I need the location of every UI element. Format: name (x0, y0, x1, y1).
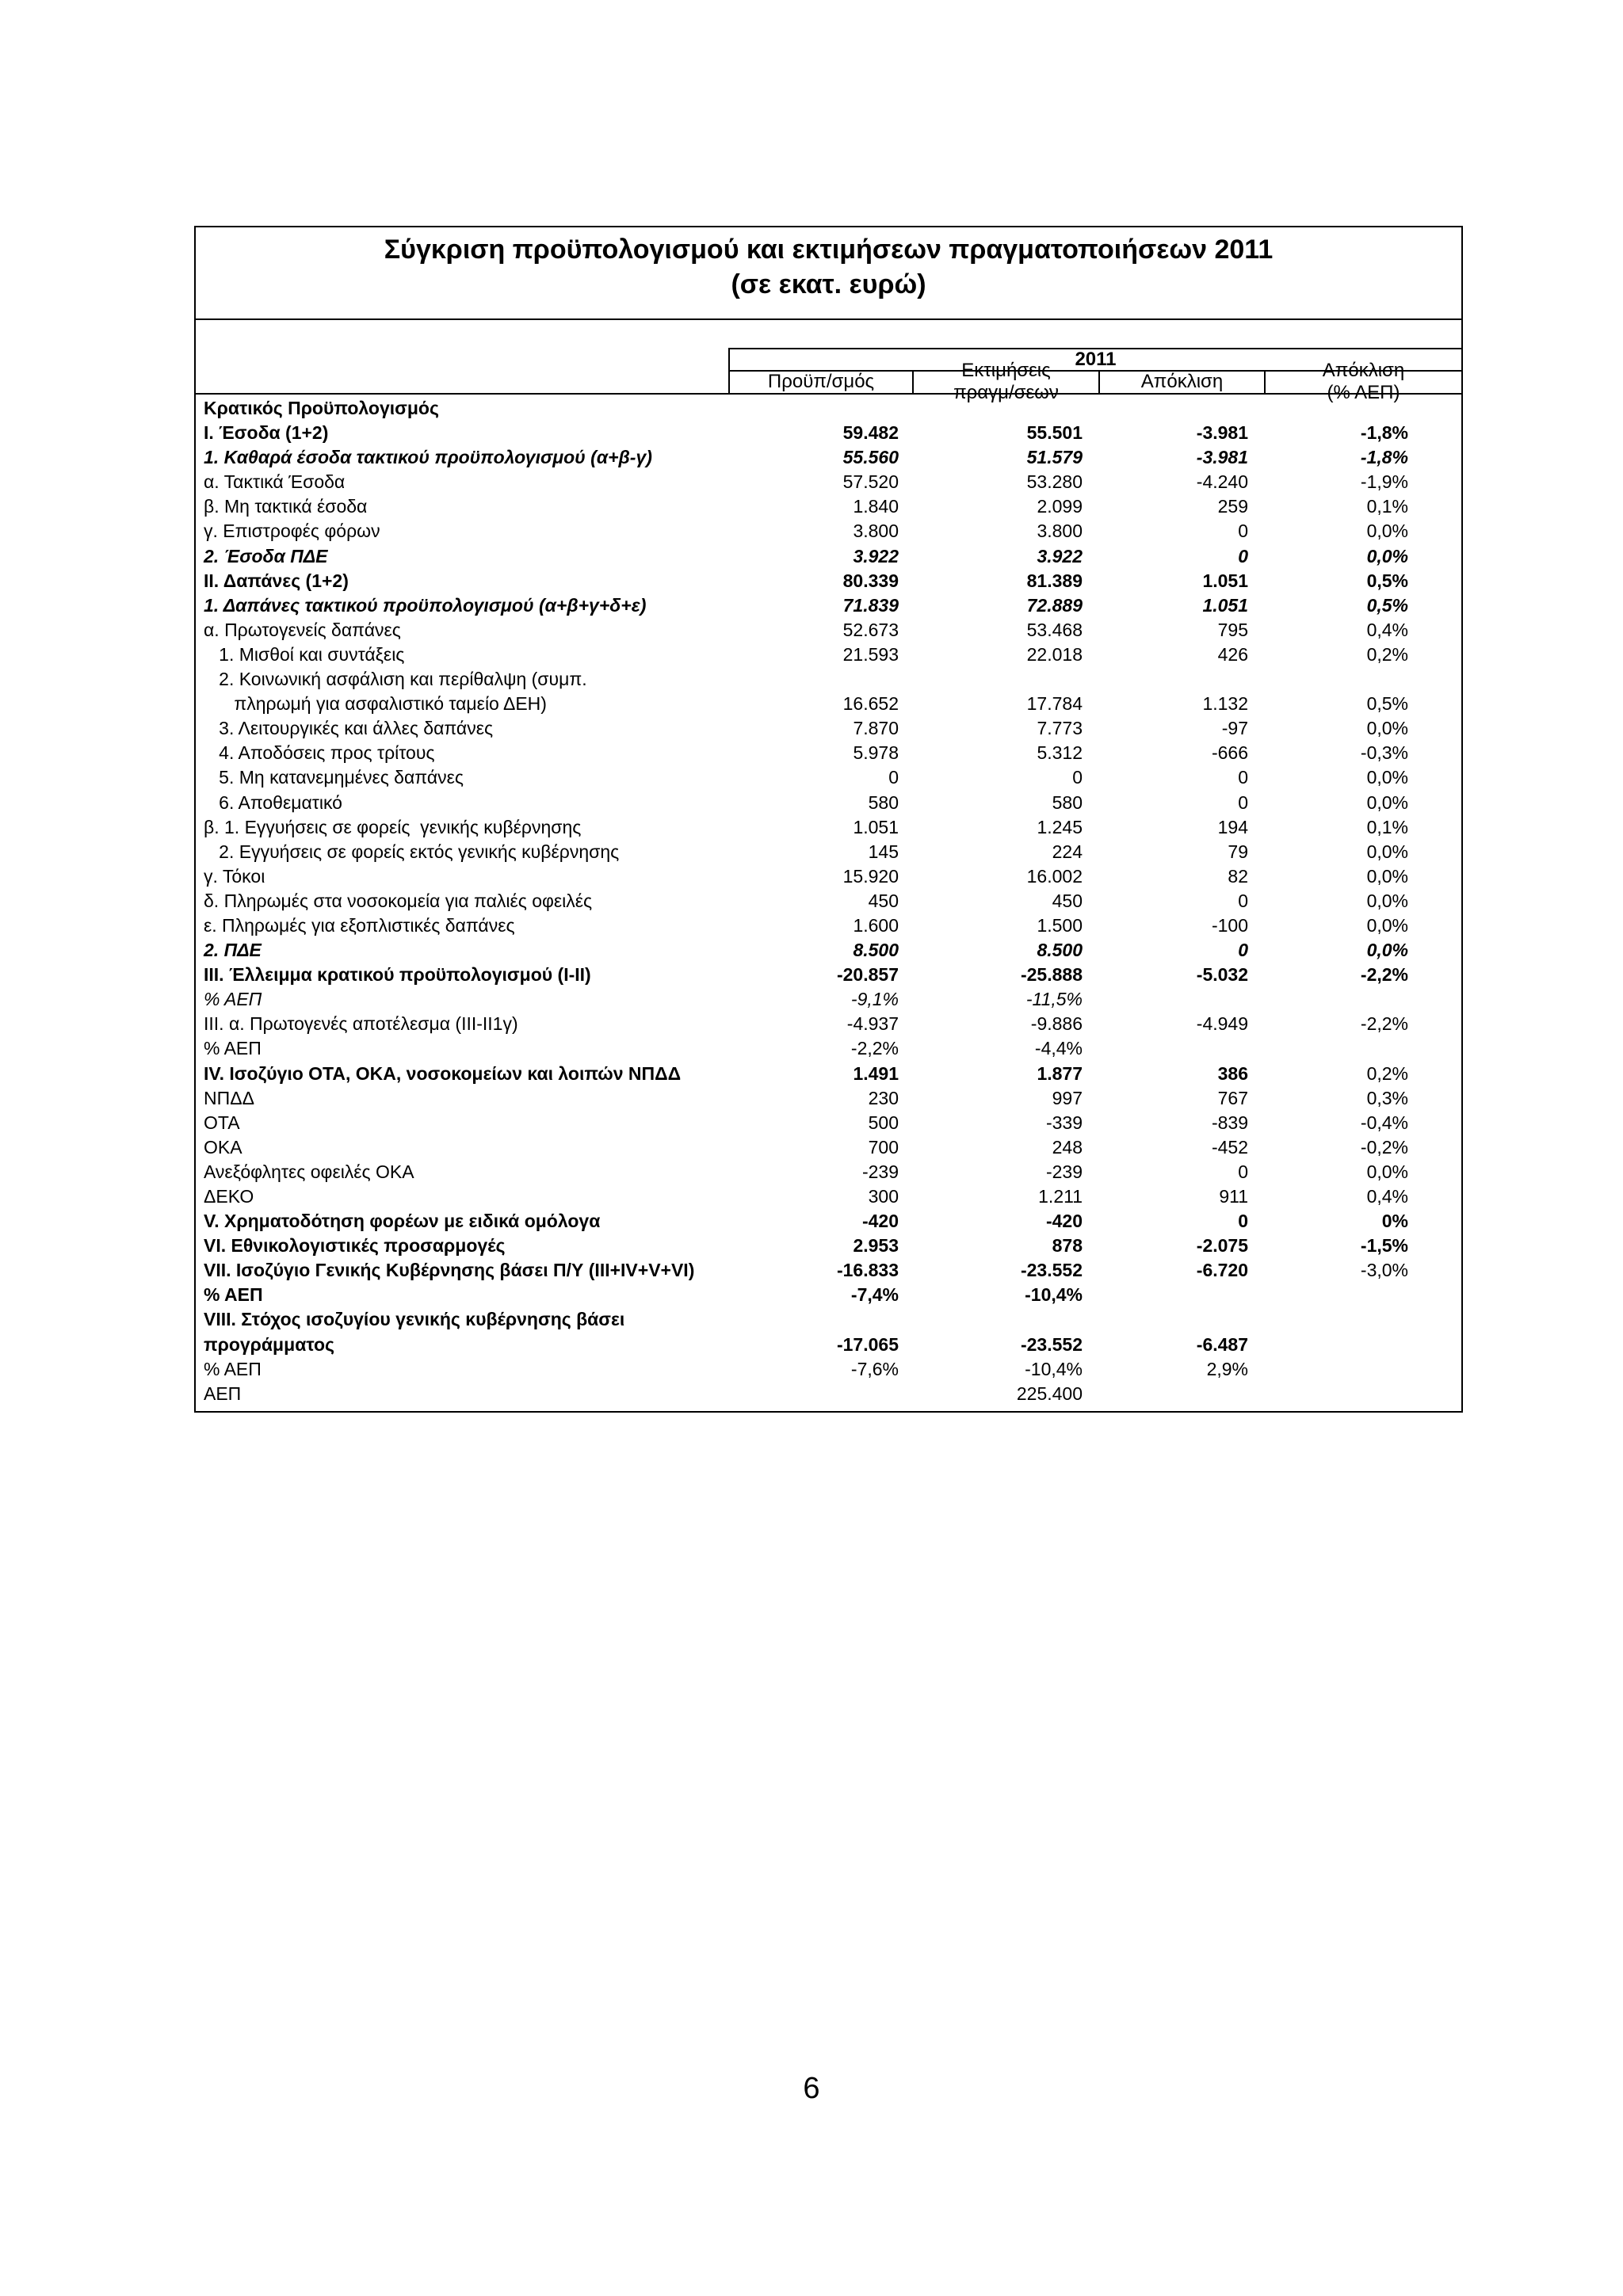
row-label: ΙΙΙ. Έλλειμμα κρατικού προϋπολογισμού (Ι-ΙΙ) (204, 964, 591, 986)
deviation-gdp-value: 0,0% (1366, 841, 1408, 862)
table-row (196, 1036, 1461, 1061)
deviation-gdp-value: 0,0% (1366, 545, 1408, 566)
table-title-box (196, 227, 1461, 320)
table-row (196, 593, 1461, 618)
deviation-value: -6.720 (1196, 1260, 1248, 1281)
budget-value: 580 (868, 791, 899, 813)
deviation-gdp-value: 0,1% (1366, 496, 1408, 517)
row-label: % ΑΕΠ (204, 1358, 262, 1379)
budget-value: -420 (861, 1211, 899, 1232)
deviation-value: -6.487 (1196, 1333, 1248, 1355)
table-row (196, 396, 1461, 421)
table-row (196, 987, 1461, 1012)
deviation-gdp-value: -0,4% (1360, 1112, 1408, 1133)
column-header-estimates-line1: Εκτιμήσεις (961, 359, 1051, 381)
row-label: 2. Κοινωνική ασφάλιση και περίθαλψη (συμπ. (204, 669, 587, 690)
deviation-gdp-value: -2,2% (1360, 1013, 1408, 1035)
row-label: 6. Αποθεματικό (204, 791, 342, 813)
row-label: 2. Εγγυήσεις σε φορείς εκτός γενικής κυβέρνησης (204, 841, 620, 862)
deviation-gdp-value: 0,1% (1366, 816, 1408, 837)
budget-value: 450 (868, 890, 899, 911)
estimate-value: -23.552 (1020, 1260, 1083, 1281)
deviation-value: 1.051 (1202, 594, 1248, 616)
deviation-gdp-value: 0,5% (1366, 693, 1408, 715)
deviation-value: -4.949 (1196, 1013, 1248, 1035)
deviation-value: -839 (1211, 1112, 1248, 1133)
column-header-deviation-gdp (1266, 359, 1461, 403)
row-label: % ΑΕΠ (204, 1284, 263, 1306)
column-header-estimates-line2: πραγμ/σεων (953, 381, 1059, 403)
table-row (196, 519, 1461, 543)
estimate-value: 1.211 (1038, 1186, 1083, 1207)
budget-value: 5.978 (853, 742, 899, 764)
deviation-gdp-value: 0,0% (1366, 791, 1408, 813)
row-label: ΟΚΑ (204, 1136, 242, 1158)
table-row (196, 791, 1461, 815)
deviation-gdp-value: -1,5% (1360, 1235, 1408, 1257)
estimate-value: -4,4% (1034, 1038, 1083, 1059)
table-row (196, 421, 1461, 445)
deviation-gdp-value: 0,0% (1366, 890, 1408, 911)
estimate-value: -420 (1045, 1211, 1083, 1232)
deviation-gdp-value: 0,3% (1366, 1087, 1408, 1108)
row-label: ΙΙ. Δαπάνες (1+2) (204, 570, 349, 591)
estimate-value: 3.800 (1037, 521, 1083, 542)
deviation-gdp-value: 0,0% (1366, 914, 1408, 936)
table-row (196, 569, 1461, 593)
deviation-gdp-value: 0% (1381, 1211, 1408, 1232)
deviation-value: 0 (1238, 1211, 1248, 1232)
row-label: γ. Επιστροφές φόρων (204, 521, 380, 542)
estimate-value: -239 (1045, 1161, 1083, 1182)
estimate-value: 55.501 (1026, 422, 1083, 444)
row-label: VII. Ισοζύγιο Γενικής Κυβέρνησης βάσει Π/Υ (III+IV+V+VI) (204, 1260, 695, 1281)
deviation-gdp-value: -1,9% (1360, 471, 1408, 493)
estimate-value: 8.500 (1037, 940, 1083, 961)
deviation-gdp-value: 0,0% (1366, 940, 1408, 961)
table-row (196, 963, 1461, 987)
estimate-value: 51.579 (1026, 447, 1083, 468)
deviation-gdp-value: -0,3% (1360, 742, 1408, 764)
row-label: Κρατικός Προϋπολογισμός (204, 398, 439, 418)
table-row (196, 1012, 1461, 1036)
deviation-gdp-value: 0,0% (1366, 521, 1408, 542)
deviation-value: 79 (1228, 841, 1248, 862)
budget-value: 1.600 (853, 914, 899, 936)
row-label: β. 1. Εγγυήσεις σε φορείς γενικής κυβέρνησης (204, 816, 582, 837)
budget-value: 1.840 (853, 496, 899, 517)
budget-value: -9,1% (850, 989, 899, 1010)
table-title: Σύγκριση προϋπολογισμού και εκτιμήσεων πραγματοποιήσεων 2011 (384, 235, 1274, 265)
deviation-value: -2.075 (1196, 1235, 1248, 1257)
row-label: 1. Καθαρά έσοδα τακτικού προϋπολογισμού (α+β-γ) (204, 447, 652, 468)
budget-value: 1.491 (853, 1062, 899, 1084)
deviation-value: -3.981 (1196, 447, 1248, 468)
row-label: ΑΕΠ (204, 1383, 242, 1404)
deviation-value: 2,9% (1206, 1358, 1248, 1379)
row-label: Ανεξόφλητες οφειλές ΟΚΑ (204, 1161, 414, 1182)
year-header: 2011 (728, 348, 1461, 372)
table-row (196, 1184, 1461, 1209)
budget-value: -239 (861, 1161, 899, 1182)
budget-value: 15.920 (842, 865, 899, 887)
deviation-gdp-value: -1,8% (1360, 422, 1408, 444)
row-label: πληρωμή για ασφαλιστικό ταμείο ΔΕΗ) (204, 693, 547, 715)
deviation-value: -100 (1211, 914, 1248, 936)
page-number: 6 (803, 2072, 820, 2105)
estimate-value: 225.400 (1016, 1383, 1083, 1404)
row-label: 1. Μισθοί και συντάξεις (204, 643, 405, 665)
estimate-value: -10,4% (1025, 1284, 1083, 1306)
row-label: 2. Έσοδα ΠΔΕ (204, 545, 328, 566)
estimate-value: -10,4% (1025, 1358, 1083, 1379)
row-label: α. Πρωτογενείς δαπάνες (204, 619, 401, 640)
row-label: ΙV. Ισοζύγιο ΟΤΑ, ΟΚΑ, νοσοκομείων και λοιπών ΝΠΔΔ (204, 1062, 682, 1084)
row-label: ΝΠΔΔ (204, 1087, 254, 1108)
row-label: δ. Πληρωμές στα νοσοκομεία για παλιές οφειλές (204, 890, 593, 911)
estimate-value: -9.886 (1030, 1013, 1083, 1035)
table-row (196, 494, 1461, 519)
row-label: ΔΕΚΟ (204, 1186, 254, 1207)
row-label: ΟΤΑ (204, 1112, 240, 1133)
deviation-value: 0 (1238, 791, 1248, 813)
budget-value: 55.560 (842, 447, 899, 468)
table-row (196, 815, 1461, 840)
table-row (196, 1283, 1461, 1307)
table-header (196, 320, 1461, 403)
deviation-value: -3.981 (1196, 422, 1248, 444)
deviation-gdp-value: -3,0% (1360, 1260, 1408, 1281)
table-row (196, 1382, 1461, 1406)
estimate-value: 580 (1052, 791, 1083, 813)
estimate-value: 53.280 (1026, 471, 1083, 493)
deviation-gdp-value: -0,2% (1360, 1136, 1408, 1158)
budget-value: 52.673 (842, 619, 899, 640)
row-label: % ΑΕΠ (204, 989, 262, 1010)
column-header-estimates (914, 359, 1100, 403)
row-label: 4. Αποδόσεις προς τρίτους (204, 742, 435, 764)
estimate-value: 22.018 (1026, 643, 1083, 665)
estimate-value: 1.245 (1037, 816, 1083, 837)
estimate-value: -25.888 (1020, 964, 1083, 986)
estimate-value: -339 (1045, 1112, 1083, 1133)
column-header-deviation-gdp-line2: (% ΑΕΠ) (1327, 381, 1400, 403)
table-row (196, 864, 1461, 889)
table-row (196, 913, 1461, 938)
deviation-value: -452 (1211, 1136, 1248, 1158)
estimate-value: 248 (1052, 1136, 1083, 1158)
table-body (196, 396, 1461, 1406)
table-row (196, 643, 1461, 667)
budget-value: -17.065 (836, 1333, 899, 1355)
column-header-budget: Προϋπ/σμός (730, 370, 914, 393)
table-row (196, 470, 1461, 494)
budget-value: 1.051 (853, 816, 899, 837)
table-row (196, 889, 1461, 913)
row-label: Ι. Έσοδα (1+2) (204, 422, 329, 444)
table-row (196, 1086, 1461, 1111)
row-label: 1. Δαπάνες τακτικού προϋπολογισμού (α+β+γ+δ+ε) (204, 594, 647, 616)
deviation-gdp-value: 0,2% (1366, 1062, 1408, 1084)
table-row (196, 1357, 1461, 1382)
column-header-deviation-gdp-line1: Απόκλιση (1322, 359, 1405, 381)
row-label: VI. Εθνικολογιστικές προσαρμογές (204, 1235, 506, 1257)
budget-value: 16.652 (842, 693, 899, 715)
deviation-value: 194 (1217, 816, 1248, 837)
table-row (196, 840, 1461, 864)
budget-value: 2.953 (853, 1235, 899, 1257)
budget-value: 145 (868, 841, 899, 862)
budget-value: 3.800 (853, 521, 899, 542)
table-row (196, 1111, 1461, 1135)
estimate-value: 5.312 (1037, 742, 1083, 764)
row-label: % ΑΕΠ (204, 1038, 262, 1059)
budget-value: 71.839 (842, 594, 899, 616)
table-row (196, 692, 1461, 716)
estimate-value: 1.877 (1037, 1062, 1083, 1084)
deviation-value: 0 (1238, 521, 1248, 542)
estimate-value: 1.500 (1037, 914, 1083, 936)
row-label: ε. Πληρωμές για εξοπλιστικές δαπάνες (204, 914, 515, 936)
row-label: ΙΙΙ. α. Πρωτογενές αποτέλεσμα (ΙΙΙ-ΙΙ1γ) (204, 1013, 518, 1035)
deviation-value: 911 (1219, 1186, 1248, 1207)
budget-value: 80.339 (842, 570, 899, 591)
row-label: β. Μη τακτικά έσοδα (204, 496, 368, 517)
deviation-value: 259 (1217, 496, 1248, 517)
budget-value: -7,4% (850, 1284, 899, 1306)
deviation-value: -5.032 (1196, 964, 1248, 986)
deviation-gdp-value: 0,0% (1366, 1161, 1408, 1182)
table-row (196, 1062, 1461, 1086)
table-row (196, 741, 1461, 765)
table-row (196, 1234, 1461, 1258)
estimate-value: 7.773 (1037, 718, 1083, 739)
deviation-gdp-value: 0,5% (1366, 594, 1408, 616)
budget-value: 0 (888, 767, 899, 788)
estimate-value: 224 (1052, 841, 1083, 862)
estimate-value: 72.889 (1026, 594, 1083, 616)
table-row (196, 716, 1461, 741)
budget-value: 500 (868, 1112, 899, 1133)
budget-value: 59.482 (842, 422, 899, 444)
row-label: VIII. Στόχος ισοζυγίου γενικής κυβέρνησης βάσει (204, 1309, 625, 1330)
deviation-gdp-value: 0,4% (1366, 1186, 1408, 1207)
estimate-value: 450 (1052, 890, 1083, 911)
row-label: V. Χρηματοδότηση φορέων με ειδικά ομόλογα (204, 1211, 601, 1232)
row-label: γ. Τόκοι (204, 865, 265, 887)
estimate-value: 3.922 (1037, 545, 1083, 566)
table-row (196, 1258, 1461, 1283)
estimate-value: 997 (1052, 1087, 1083, 1108)
estimate-value: 53.468 (1026, 619, 1083, 640)
budget-value: -16.833 (836, 1260, 899, 1281)
budget-value: -7,6% (850, 1358, 899, 1379)
deviation-value: 0 (1238, 545, 1248, 566)
estimate-value: 878 (1052, 1235, 1083, 1257)
deviation-value: 386 (1217, 1062, 1248, 1084)
budget-value: -4.937 (846, 1013, 899, 1035)
budget-value: 57.520 (842, 471, 899, 493)
table-subtitle: (σε εκατ. ευρώ) (731, 269, 926, 299)
budget-value: 3.922 (853, 545, 899, 566)
table-row (196, 1160, 1461, 1184)
row-label: α. Τακτικά Έσοδα (204, 471, 346, 493)
table-row (196, 445, 1461, 470)
budget-value: 230 (868, 1087, 899, 1108)
budget-value: -20.857 (836, 964, 899, 986)
budget-value: 8.500 (853, 940, 899, 961)
deviation-gdp-value: -2,2% (1360, 964, 1408, 986)
deviation-value: -4.240 (1196, 471, 1248, 493)
table-row (196, 765, 1461, 790)
row-label: 2. ΠΔΕ (204, 940, 262, 961)
deviation-value: -97 (1221, 718, 1248, 739)
budget-value: 300 (868, 1186, 899, 1207)
estimate-value: 2.099 (1037, 496, 1083, 517)
estimate-value: 0 (1072, 767, 1083, 788)
table-row (196, 1209, 1461, 1234)
budget-value: -2,2% (850, 1038, 899, 1059)
row-label: προγράμματος (204, 1333, 334, 1355)
row-label: 5. Μη κατανεμημένες δαπάνες (204, 767, 464, 788)
deviation-value: 82 (1228, 865, 1248, 887)
deviation-gdp-value: 0,2% (1366, 643, 1408, 665)
table-row (196, 1135, 1461, 1160)
deviation-value: -666 (1211, 742, 1248, 764)
deviation-gdp-value: 0,0% (1366, 718, 1408, 739)
estimate-value: -11,5% (1025, 989, 1083, 1010)
deviation-gdp-value: 0,0% (1366, 767, 1408, 788)
deviation-gdp-value: -1,8% (1360, 447, 1408, 468)
deviation-value: 0 (1238, 767, 1248, 788)
deviation-value: 767 (1217, 1087, 1248, 1108)
deviation-value: 795 (1217, 619, 1248, 640)
estimate-value: -23.552 (1020, 1333, 1083, 1355)
deviation-gdp-value: 0,5% (1366, 570, 1408, 591)
budget-value: 21.593 (842, 643, 899, 665)
table-row (196, 938, 1461, 963)
budget-value: 700 (868, 1136, 899, 1158)
table-row (196, 1333, 1461, 1357)
deviation-value: 0 (1238, 890, 1248, 911)
deviation-value: 0 (1238, 1161, 1248, 1182)
column-header-deviation: Απόκλιση (1100, 370, 1266, 393)
table-row (196, 618, 1461, 643)
deviation-gdp-value: 0,0% (1366, 865, 1408, 887)
deviation-value: 1.051 (1202, 570, 1248, 591)
estimate-value: 17.784 (1026, 693, 1083, 715)
estimate-value: 16.002 (1026, 865, 1083, 887)
table-row (196, 544, 1461, 569)
deviation-value: 0 (1238, 940, 1248, 961)
deviation-gdp-value: 0,4% (1366, 619, 1408, 640)
deviation-value: 426 (1217, 643, 1248, 665)
estimate-value: 81.389 (1026, 570, 1083, 591)
row-label: 3. Λειτουργικές και άλλες δαπάνες (204, 718, 494, 739)
budget-value: 7.870 (853, 718, 899, 739)
deviation-value: 1.132 (1202, 693, 1248, 715)
budget-table (194, 226, 1463, 1413)
table-row (196, 667, 1461, 692)
table-row (196, 1307, 1461, 1332)
